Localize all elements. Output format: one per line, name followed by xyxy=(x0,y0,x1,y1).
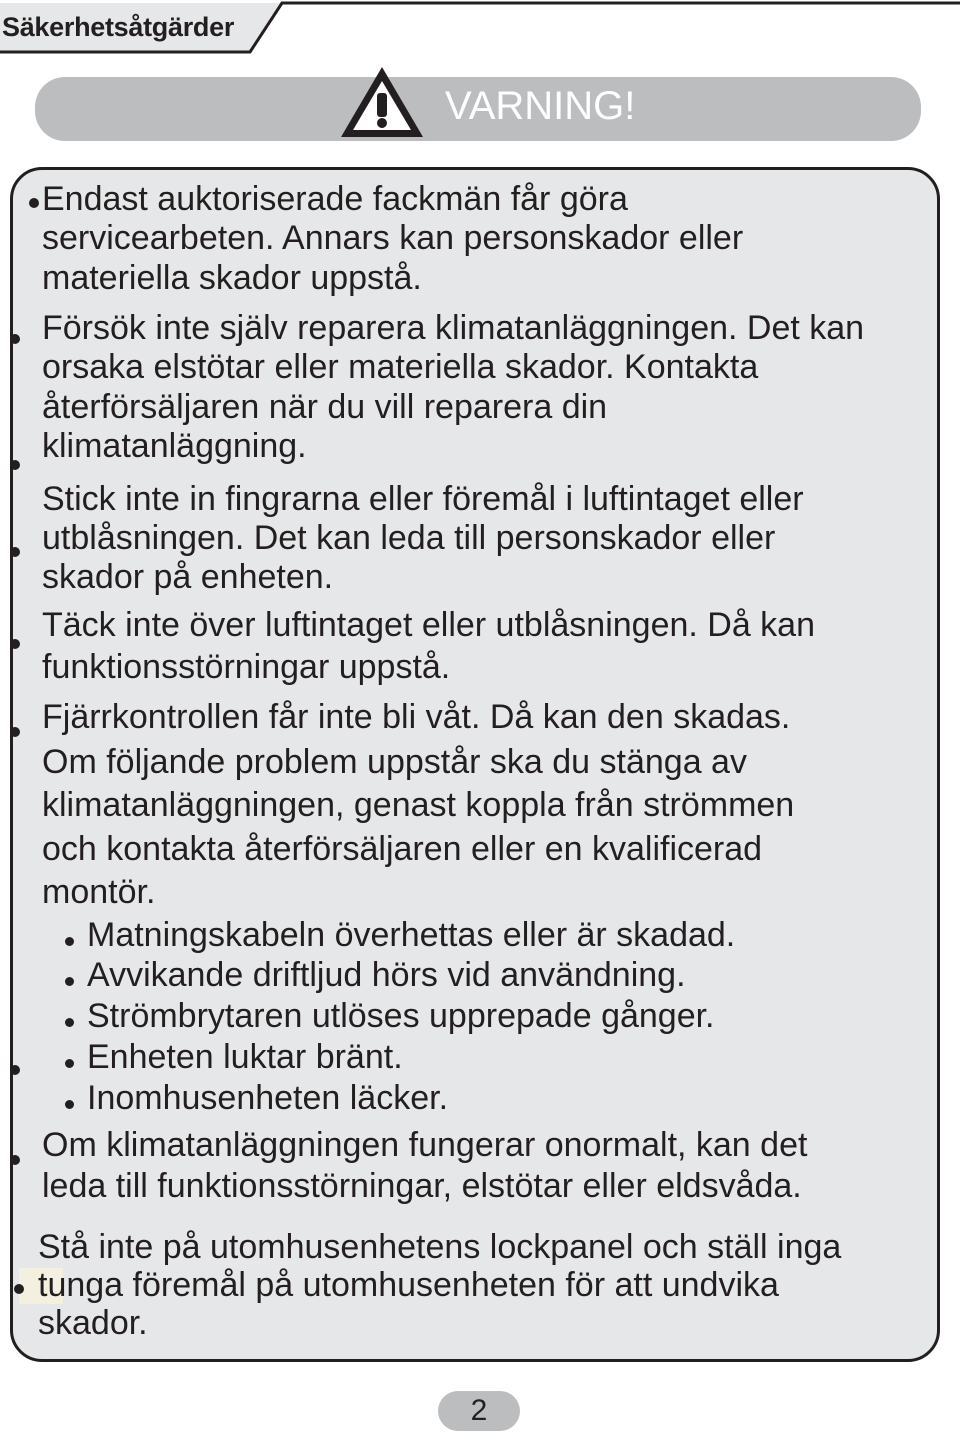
bullet-dot xyxy=(10,639,20,649)
page-number: 2 xyxy=(470,1394,488,1427)
bullet-dot xyxy=(10,547,20,557)
bullet-4-line-1: Täck inte över luftintaget eller utblåsningen. Då kan xyxy=(42,606,816,644)
warning-triangle-icon xyxy=(337,63,427,141)
sub-bullet-dot xyxy=(65,977,74,986)
sub-bullet-dot xyxy=(65,1018,74,1027)
bullet-dot xyxy=(10,334,20,344)
bullet-8-line-2: tunga föremål på utomhusenheten för att undvika xyxy=(38,1266,779,1304)
bullet-2-line-4: klimatanläggning. xyxy=(42,427,307,465)
bullet-dot xyxy=(10,1065,20,1075)
sub-item-1: Matningskabeln överhettas eller är skadad. xyxy=(87,916,736,954)
bullet-dot xyxy=(29,198,39,208)
sub-item-3: Strömbrytaren utlöses upprepade gånger. xyxy=(87,997,715,1035)
bullet-2-line-2: orsaka elstötar eller materiella skador. Kontakta xyxy=(42,348,759,386)
warning-title: VARNING! xyxy=(445,84,636,128)
sub-item-5: Inomhusenheten läcker. xyxy=(87,1079,449,1117)
bullet-6-line-1: Om följande problem uppstår ska du stänga av xyxy=(42,743,747,781)
bullet-8-line-1: Stå inte på utomhusenhetens lockpanel och ställ inga xyxy=(38,1228,842,1266)
sub-item-4: Enheten luktar bränt. xyxy=(87,1038,403,1076)
bullet-1-line-3: materiella skador uppstå. xyxy=(42,259,422,297)
bullet-3-line-1: Stick inte in fingrarna eller föremål i luftintaget eller xyxy=(42,480,804,518)
bullet-2-line-3: återförsäljaren när du vill reparera din xyxy=(42,388,608,426)
section-title: Säkerhetsåtgärder xyxy=(2,12,235,42)
sub-item-2: Avvikande driftljud hörs vid användning. xyxy=(87,956,686,994)
bullet-6-line-4: montör. xyxy=(42,873,156,911)
bullet-4-line-2: funktionsstörningar uppstå. xyxy=(42,648,451,686)
bullet-6-line-3: och kontakta återförsäljaren eller en kvalificerad xyxy=(42,830,763,868)
bullet-7-line-1: Om klimatanläggningen fungerar onormalt, kan det xyxy=(42,1126,808,1164)
bullet-dot xyxy=(10,1155,20,1165)
bullet-5-line-1: Fjärrkontrollen får inte bli våt. Då kan den skadas. xyxy=(42,698,791,736)
bullet-2-line-1: Försök inte själv reparera klimatanläggningen. Det kan xyxy=(42,309,865,347)
sub-bullet-dot xyxy=(65,1100,74,1109)
bullet-8-line-3: skador. xyxy=(38,1304,148,1342)
bullet-1-line-1: Endast auktoriserade fackmän får göra xyxy=(42,180,628,218)
bullet-1-line-2: servicearbeten. Annars kan personskador eller xyxy=(42,219,744,257)
sub-bullet-dot xyxy=(65,1059,74,1068)
sub-bullet-dot xyxy=(65,937,74,946)
bullet-dot xyxy=(10,727,20,737)
bullet-dot xyxy=(10,460,20,470)
bullet-3-line-3: skador på enheten. xyxy=(42,558,334,596)
bullet-3-line-2: utblåsningen. Det kan leda till personskador eller xyxy=(42,519,776,557)
bullet-7-line-2: leda till funktionsstörningar, elstötar eller eldsvåda. xyxy=(42,1167,802,1205)
bullet-dot xyxy=(14,1284,24,1294)
bullet-6-line-2: klimatanläggningen, genast koppla från strömmen xyxy=(42,786,795,824)
